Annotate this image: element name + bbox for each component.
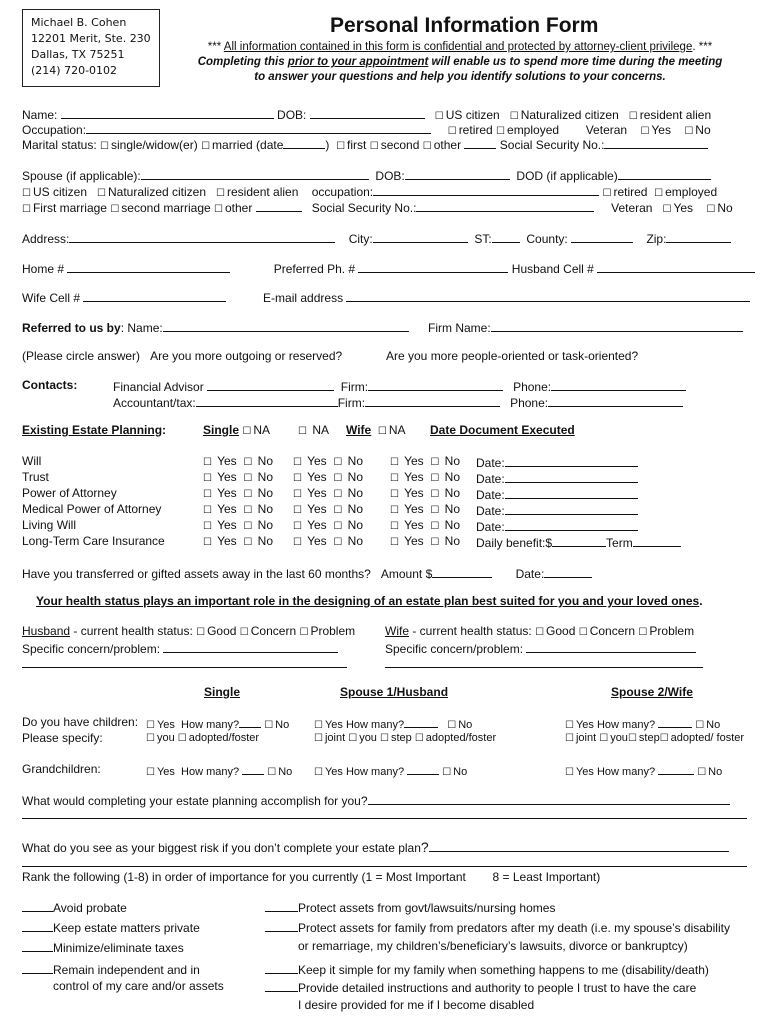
estate-will-wife-options: ☐ Yes ☐ No <box>390 454 460 468</box>
estate-living-will-single-no-checkbox[interactable]: ☐ <box>243 521 253 532</box>
client-marital-row: Marital status: ☐ single/widow(er) ☐ married (date ) ☐ first ☐ second ☐ other Social Security No.: <box>22 136 708 154</box>
client-name-field[interactable] <box>61 106 274 119</box>
spouse1-grandchildren-no-checkbox[interactable]: ☐ <box>442 767 452 778</box>
health-banner: Your health status plays an important role in the designing of an estate plan best suited for you and your loved ones. <box>36 594 703 608</box>
estate-living-will-date: Date: <box>476 518 638 535</box>
spouse-name-field[interactable] <box>141 167 369 180</box>
county-field[interactable] <box>571 230 633 243</box>
spouse2-you-checkbox[interactable]: ☐ <box>599 733 609 744</box>
rank-field-remain-independent[interactable] <box>22 961 53 974</box>
spouse1-children-yes-checkbox[interactable]: ☐ <box>314 720 323 731</box>
single-grandchildren-count-field[interactable] <box>242 762 264 775</box>
please-specify-label: Please specify: <box>22 731 103 745</box>
client-occupation-row: Occupation: ☐ retired ☐ employed Veteran ☐ Yes ☐ No <box>22 123 711 137</box>
accomplish-field[interactable] <box>368 792 730 805</box>
spouse2-joint-checkbox[interactable]: ☐ <box>565 733 574 744</box>
rank-field-detailed-instructions[interactable] <box>265 979 298 992</box>
client-naturalized-checkbox[interactable]: ☐ <box>509 111 519 122</box>
spouse-name-row: Spouse (if applicable): DOB: DOD (if applicable) <box>22 167 711 184</box>
estate-trust-wife-options: ☐ Yes ☐ No <box>390 470 460 484</box>
date-executed-header: Date Document Executed <box>430 423 575 437</box>
estate-living-will-spouse-yes-checkbox[interactable]: ☐ <box>293 521 302 532</box>
spouse-employed-checkbox[interactable]: ☐ <box>654 188 664 199</box>
spouse-dob-field[interactable] <box>405 167 510 180</box>
rank-detailed-instructions: Provide detailed instructions and authority to people I trust to have the care <box>265 979 696 996</box>
estate-medical-power-of-attorney-date-field[interactable] <box>505 502 638 515</box>
referred-row: Referred to us by: Name: <box>22 319 409 336</box>
estate-medical-power-of-attorney-single-yes-checkbox[interactable]: ☐ <box>203 505 212 516</box>
estate-long-term-care-insurance-spouse-options: ☐ Yes ☐ No <box>293 534 363 548</box>
rank-instruction: Rank the following (1-8) in order of importance for you currently (1 = Most Important 8 = Least Important) <box>22 870 601 884</box>
advisor-phone-field[interactable] <box>551 378 686 391</box>
spouse1-children-row: ☐ Yes How many? ☐ No <box>314 715 472 733</box>
wife-concern-field[interactable] <box>526 640 696 653</box>
financial-advisor-row: Financial Advisor Firm: Phone: <box>113 378 686 395</box>
spouse1-grandchildren-yes-checkbox[interactable]: ☐ <box>314 767 323 778</box>
estate-will-single-no-checkbox[interactable]: ☐ <box>243 457 253 468</box>
spouse-naturalized-checkbox[interactable]: ☐ <box>97 188 106 199</box>
wife-health-row: Wife - current health status: ☐ Good ☐ Concern ☐ Problem <box>385 624 695 638</box>
spouse1-step-checkbox[interactable]: ☐ <box>380 733 389 744</box>
estate-long-term-care-insurance-spouse-yes-checkbox[interactable]: ☐ <box>293 537 302 548</box>
sender-city: Dallas, TX 75251 <box>31 48 125 61</box>
rank-field-keep-simple[interactable] <box>265 961 298 974</box>
single-adopted-checkbox[interactable]: ☐ <box>177 733 187 744</box>
wife-column-header: Wife ☐ NA <box>346 423 406 437</box>
estate-power-of-attorney-date: Date: <box>476 486 638 503</box>
wife-cell-field[interactable] <box>83 289 226 302</box>
estate-trust-date: Date: <box>476 470 638 487</box>
rank-field-avoid-probate[interactable] <box>22 899 53 912</box>
spouse2-grandchildren-no-checkbox[interactable]: ☐ <box>697 767 707 778</box>
rank-remain-independent: Remain independent and in <box>22 961 200 978</box>
estate-long-term-care-insurance-single-options: ☐ Yes ☐ No <box>203 534 273 548</box>
client-us-citizen-checkbox[interactable]: ☐ <box>434 111 444 122</box>
instruction-line-2: to answer your questions and help you identify solutions to your concerns. <box>254 71 666 83</box>
estate-will-spouse-options: ☐ Yes ☐ No <box>293 454 363 468</box>
accountant-row: Accountant/tax: Firm: Phone: <box>113 394 683 411</box>
referrer-name-field[interactable] <box>163 319 409 332</box>
estate-medical-power-of-attorney-spouse-yes-checkbox[interactable]: ☐ <box>293 505 302 516</box>
children-col-single: Single <box>204 685 241 699</box>
estate-living-will-wife-options: ☐ Yes ☐ No <box>390 518 460 532</box>
rank-detailed-instructions-cont: I desire provided for me if I become disabled <box>298 998 535 1012</box>
client-resident-alien-checkbox[interactable]: ☐ <box>628 111 638 122</box>
preferred-phone-field[interactable] <box>358 260 508 273</box>
grandchildren-label: Grandchildren: <box>22 762 101 776</box>
estate-medical-power-of-attorney-wife-options: ☐ Yes ☐ No <box>390 502 460 516</box>
spouse-resident-alien-checkbox[interactable]: ☐ <box>216 188 226 199</box>
estate-item-living-will: Living Will <box>22 518 77 532</box>
single-specify-row: ☐ you ☐ adopted/foster <box>146 732 260 744</box>
estate-will-wife-yes-checkbox[interactable]: ☐ <box>390 457 399 468</box>
rank-remain-independent-cont: control of my care and/or assets <box>53 979 224 993</box>
estate-power-of-attorney-spouse-yes-checkbox[interactable]: ☐ <box>293 489 302 500</box>
estate-trust-single-yes-checkbox[interactable]: ☐ <box>203 473 212 484</box>
marital-single-checkbox[interactable]: ☐ <box>100 141 110 152</box>
accountant-firm-field[interactable] <box>365 394 500 407</box>
accountant-phone-field[interactable] <box>548 394 683 407</box>
spouse1-adopted-checkbox[interactable]: ☐ <box>414 733 424 744</box>
risk-line-2[interactable] <box>22 866 747 867</box>
transfer-row: Have you transferred or gifted assets away in the last 60 months? Amount $ Date: <box>22 565 592 582</box>
estate-living-will-wife-no-checkbox[interactable]: ☐ <box>430 521 440 532</box>
term-field[interactable] <box>633 534 681 547</box>
estate-power-of-attorney-date-field[interactable] <box>505 486 638 499</box>
single-children-count-field[interactable] <box>239 715 261 728</box>
children-question: Do you have children: <box>22 715 139 729</box>
husband-good-checkbox[interactable]: ☐ <box>196 627 206 638</box>
spouse-second-marriage-checkbox[interactable]: ☐ <box>110 204 120 215</box>
rank-protect-family-cont: or remarriage, my children’s/beneficiary’s lawsuits, divorce or bankruptcy) <box>298 939 688 953</box>
estate-long-term-care-insurance-wife-yes-checkbox[interactable]: ☐ <box>390 537 399 548</box>
client-ssn-field[interactable] <box>604 136 708 149</box>
single-children-row: ☐ Yes How many? ☐ No <box>146 715 289 733</box>
sender-street: 12201 Merit, Ste. 230 <box>31 32 151 45</box>
rank-field-protect-govt[interactable] <box>265 899 298 912</box>
spouse-citizenship-row: ☐ US citizen ☐ Naturalized citizen ☐ resident alien occupation: ☐ retired ☐ employed <box>22 185 718 199</box>
accomplish-question: What would completing your estate planning accomplish for you? <box>22 792 730 809</box>
outgoing-question[interactable]: Are you more outgoing or reserved? <box>150 349 343 363</box>
spouse2-children-no-checkbox[interactable]: ☐ <box>695 720 705 731</box>
estate-trust-wife-yes-checkbox[interactable]: ☐ <box>390 473 399 484</box>
husband-cell-field[interactable] <box>597 260 755 273</box>
address-row: Address: City: ST: County: Zip: <box>22 230 731 247</box>
rank-field-protect-family[interactable] <box>265 919 298 932</box>
wife-good-checkbox[interactable]: ☐ <box>535 627 545 638</box>
referrer-firm-field[interactable] <box>491 319 743 332</box>
spouse-first-marriage-checkbox[interactable]: ☐ <box>22 204 31 215</box>
zip-field[interactable] <box>666 230 731 243</box>
confidential-notice: *** All information contained in this form is confidential and protected by attorney-client privilege. *** <box>207 41 713 53</box>
spouse2-specify-row: ☐ joint ☐ you☐ step☐ adopted/ foster <box>565 732 745 744</box>
spouse-us-citizen-checkbox[interactable]: ☐ <box>22 188 31 199</box>
wife-problem-checkbox[interactable]: ☐ <box>638 627 648 638</box>
estate-ltc-benefit: Daily benefit:$ Term <box>476 534 681 551</box>
estate-long-term-care-insurance-spouse-no-checkbox[interactable]: ☐ <box>333 537 343 548</box>
estate-will-spouse-no-checkbox[interactable]: ☐ <box>333 457 343 468</box>
estate-will-date: Date: <box>476 454 638 471</box>
estate-item-long-term-care-insurance: Long-Term Care Insurance <box>22 534 165 548</box>
spouse-dod-field[interactable] <box>618 167 711 180</box>
spouse-veteran-yes-checkbox[interactable]: ☐ <box>662 204 672 215</box>
wife-concern-line-2[interactable] <box>385 667 703 668</box>
estate-item-trust: Trust <box>22 470 49 484</box>
estate-living-will-single-yes-checkbox[interactable]: ☐ <box>203 521 212 532</box>
single-grandchildren-no-checkbox[interactable]: ☐ <box>267 767 277 778</box>
risk-field[interactable] <box>429 839 729 852</box>
people-task-question[interactable]: Are you more people-oriented or task-oriented? <box>386 349 639 363</box>
spouse-occupation-field[interactable] <box>373 183 599 196</box>
married-date-field[interactable] <box>283 136 325 149</box>
transfer-amount-field[interactable] <box>432 565 492 578</box>
spouse-retired-checkbox[interactable]: ☐ <box>602 188 612 199</box>
email-row: Wife Cell # E-mail address <box>22 289 750 306</box>
single-children-yes-checkbox[interactable]: ☐ <box>146 720 155 731</box>
single-you-checkbox[interactable]: ☐ <box>146 733 155 744</box>
single-grandchildren-row: ☐ Yes How many? ☐ No <box>146 762 292 780</box>
estate-medical-power-of-attorney-spouse-no-checkbox[interactable]: ☐ <box>333 505 343 516</box>
estate-power-of-attorney-spouse-no-checkbox[interactable]: ☐ <box>333 489 343 500</box>
circle-row: (Please circle answer) Are you more outgoing or reserved? <box>22 349 343 363</box>
estate-long-term-care-insurance-wife-no-checkbox[interactable]: ☐ <box>430 537 440 548</box>
single-column-header: Single ☐ NA <box>203 423 270 437</box>
spouse1-joint-checkbox[interactable]: ☐ <box>314 733 323 744</box>
estate-will-wife-no-checkbox[interactable]: ☐ <box>430 457 440 468</box>
rank-keep-simple: Keep it simple for my family when something happens to me (disability/death) <box>265 961 709 978</box>
spouse2-adopted-checkbox[interactable]: ☐ <box>659 733 669 744</box>
estate-medical-power-of-attorney-wife-yes-checkbox[interactable]: ☐ <box>390 505 399 516</box>
estate-power-of-attorney-single-options: ☐ Yes ☐ No <box>203 486 273 500</box>
spouse2-children-count-field[interactable] <box>658 715 692 728</box>
estate-trust-spouse-options: ☐ Yes ☐ No <box>293 470 363 484</box>
estate-trust-spouse-yes-checkbox[interactable]: ☐ <box>293 473 302 484</box>
spouse2-children-row: ☐ Yes How many? ☐ No <box>565 715 720 733</box>
estate-living-will-date-field[interactable] <box>505 518 638 531</box>
estate-item-medical-power-of-attorney: Medical Power of Attorney <box>22 502 162 516</box>
spouse-na-checkbox[interactable]: ☐ <box>298 426 307 437</box>
estate-will-spouse-yes-checkbox[interactable]: ☐ <box>293 457 302 468</box>
spouse2-grandchildren-yes-checkbox[interactable]: ☐ <box>565 767 574 778</box>
state-field[interactable] <box>492 230 520 243</box>
client-veteran-no-checkbox[interactable]: ☐ <box>684 126 694 137</box>
marital-other-field[interactable] <box>464 136 496 149</box>
estate-long-term-care-insurance-single-yes-checkbox[interactable]: ☐ <box>203 537 212 548</box>
marital-married-checkbox[interactable]: ☐ <box>201 141 211 152</box>
phone-row: Home # Preferred Ph. # Husband Cell # <box>22 260 755 277</box>
estate-living-will-spouse-no-checkbox[interactable]: ☐ <box>333 521 343 532</box>
estate-living-will-wife-yes-checkbox[interactable]: ☐ <box>390 521 399 532</box>
estate-will-single-options: ☐ Yes ☐ No <box>203 454 273 468</box>
estate-long-term-care-insurance-wife-options: ☐ Yes ☐ No <box>390 534 460 548</box>
client-veteran-yes-checkbox[interactable]: ☐ <box>640 126 650 137</box>
client-name-row: Name: DOB: ☐ US citizen ☐ Naturalized citizen ☐ resident alien <box>22 108 712 122</box>
single-children-no-checkbox[interactable]: ☐ <box>264 720 274 731</box>
estate-will-date-field[interactable] <box>505 454 638 467</box>
marital-first-checkbox[interactable]: ☐ <box>336 141 346 152</box>
daily-benefit-field[interactable] <box>552 534 606 547</box>
rank-protect-govt: Protect assets from govt/lawsuits/nursing homes <box>265 899 555 916</box>
accomplish-line-2[interactable] <box>22 818 747 819</box>
spouse2-step-checkbox[interactable]: ☐ <box>627 733 637 744</box>
spouse1-children-no-checkbox[interactable]: ☐ <box>447 720 457 731</box>
children-col-spouse1: Spouse 1/Husband <box>340 685 449 699</box>
sender-phone: (214) 720-0102 <box>31 64 118 77</box>
wife-na-checkbox[interactable]: ☐ <box>377 426 387 437</box>
spouse-marriage-row: ☐ First marriage ☐ second marriage ☐ other Social Security No.: Veteran ☐ Yes ☐ No <box>22 201 733 215</box>
husband-concern-line-2[interactable] <box>22 667 347 668</box>
estate-medical-power-of-attorney-single-no-checkbox[interactable]: ☐ <box>243 505 253 516</box>
spouse1-grandchildren-row: ☐ Yes How many? ☐ No <box>314 762 467 780</box>
estate-will-single-yes-checkbox[interactable]: ☐ <box>203 457 212 468</box>
risk-question: What do you see as your biggest risk if you don’t complete your estate plan? <box>22 839 729 856</box>
estate-trust-single-no-checkbox[interactable]: ☐ <box>243 473 253 484</box>
spouse-na-header: ☐ NA <box>298 423 329 437</box>
estate-trust-single-options: ☐ Yes ☐ No <box>203 470 273 484</box>
client-dob-field[interactable] <box>310 106 425 119</box>
marital-other-checkbox[interactable]: ☐ <box>422 141 432 152</box>
estate-power-of-attorney-wife-yes-checkbox[interactable]: ☐ <box>390 489 399 500</box>
estate-living-will-spouse-options: ☐ Yes ☐ No <box>293 518 363 532</box>
estate-item-will: Will <box>22 454 42 468</box>
advisor-firm-field[interactable] <box>368 378 503 391</box>
rank-keep-private: Keep estate matters private <box>22 919 200 936</box>
husband-problem-checkbox[interactable]: ☐ <box>299 627 309 638</box>
spouse-ssn-field[interactable] <box>416 199 594 212</box>
email-field[interactable] <box>346 289 750 302</box>
rank-avoid-probate: Avoid probate <box>22 899 127 916</box>
sender-address-box <box>22 9 160 87</box>
wife-concern-checkbox[interactable]: ☐ <box>578 627 588 638</box>
transfer-date-field[interactable] <box>544 565 592 578</box>
form-title: Personal Information Form <box>330 14 599 37</box>
estate-power-of-attorney-wife-options: ☐ Yes ☐ No <box>390 486 460 500</box>
spouse1-grandchildren-count-field[interactable] <box>407 762 439 775</box>
spouse2-grandchildren-count-field[interactable] <box>658 762 694 775</box>
estate-long-term-care-insurance-single-no-checkbox[interactable]: ☐ <box>243 537 253 548</box>
spouse1-specify-row: ☐ joint ☐ you ☐ step ☐ adopted/foster <box>314 732 497 744</box>
spouse-other-field[interactable] <box>256 199 302 212</box>
client-retired-checkbox[interactable]: ☐ <box>447 126 457 137</box>
husband-concern-checkbox[interactable]: ☐ <box>239 627 249 638</box>
address-field[interactable] <box>69 230 335 243</box>
spouse1-you-checkbox[interactable]: ☐ <box>348 733 358 744</box>
marital-second-checkbox[interactable]: ☐ <box>369 141 379 152</box>
estate-item-power-of-attorney: Power of Attorney <box>22 486 117 500</box>
estate-trust-spouse-no-checkbox[interactable]: ☐ <box>333 473 343 484</box>
spouse-other-checkbox[interactable]: ☐ <box>214 204 223 215</box>
sender-name: Michael B. Cohen <box>31 16 127 29</box>
contacts-label: Contacts: <box>22 378 78 392</box>
single-na-checkbox[interactable]: ☐ <box>242 426 252 437</box>
spouse-veteran-no-checkbox[interactable]: ☐ <box>706 204 716 215</box>
estate-medical-power-of-attorney-spouse-options: ☐ Yes ☐ No <box>293 502 363 516</box>
estate-medical-power-of-attorney-single-options: ☐ Yes ☐ No <box>203 502 273 516</box>
spouse1-children-count-field[interactable] <box>404 715 438 728</box>
accountant-field[interactable] <box>196 394 338 407</box>
estate-living-will-single-options: ☐ Yes ☐ No <box>203 518 273 532</box>
home-phone-field[interactable] <box>67 260 230 273</box>
rank-minimize-taxes: Minimize/eliminate taxes <box>22 939 184 956</box>
estate-power-of-attorney-single-no-checkbox[interactable]: ☐ <box>243 489 253 500</box>
client-employed-checkbox[interactable]: ☐ <box>496 126 506 137</box>
referrer-firm-row: Firm Name: <box>428 319 743 336</box>
spouse2-children-yes-checkbox[interactable]: ☐ <box>565 720 574 731</box>
husband-concern-row: Specific concern/problem: <box>22 640 338 657</box>
husband-health-row: Husband - current health status: ☐ Good ☐ Concern ☐ Problem <box>22 624 356 638</box>
wife-concern-row: Specific concern/problem: <box>385 640 696 657</box>
single-grandchildren-yes-checkbox[interactable]: ☐ <box>146 767 155 778</box>
estate-medical-power-of-attorney-date: Date: <box>476 502 638 519</box>
spouse2-grandchildren-row: ☐ Yes How many? ☐ No <box>565 762 722 780</box>
estate-trust-date-field[interactable] <box>505 470 638 483</box>
rank-protect-family: Protect assets for family from predators after my death (i.e. my spouse’s disability <box>265 919 730 936</box>
city-field[interactable] <box>373 230 468 243</box>
rank-field-keep-private[interactable] <box>22 919 53 932</box>
children-col-spouse2: Spouse 2/Wife <box>611 685 693 699</box>
husband-concern-field[interactable] <box>163 640 338 653</box>
instruction-line-1: Completing this prior to your appointment will enable us to spend more time during the meeting <box>197 56 723 68</box>
rank-field-minimize-taxes[interactable] <box>22 939 53 952</box>
estate-heading: Existing Estate Planning: <box>22 423 167 437</box>
financial-advisor-field[interactable] <box>207 378 334 391</box>
estate-trust-wife-no-checkbox[interactable]: ☐ <box>430 473 440 484</box>
estate-power-of-attorney-wife-no-checkbox[interactable]: ☐ <box>430 489 440 500</box>
estate-medical-power-of-attorney-wife-no-checkbox[interactable]: ☐ <box>430 505 440 516</box>
estate-power-of-attorney-single-yes-checkbox[interactable]: ☐ <box>203 489 212 500</box>
client-occupation-field[interactable] <box>86 121 431 134</box>
estate-power-of-attorney-spouse-options: ☐ Yes ☐ No <box>293 486 363 500</box>
